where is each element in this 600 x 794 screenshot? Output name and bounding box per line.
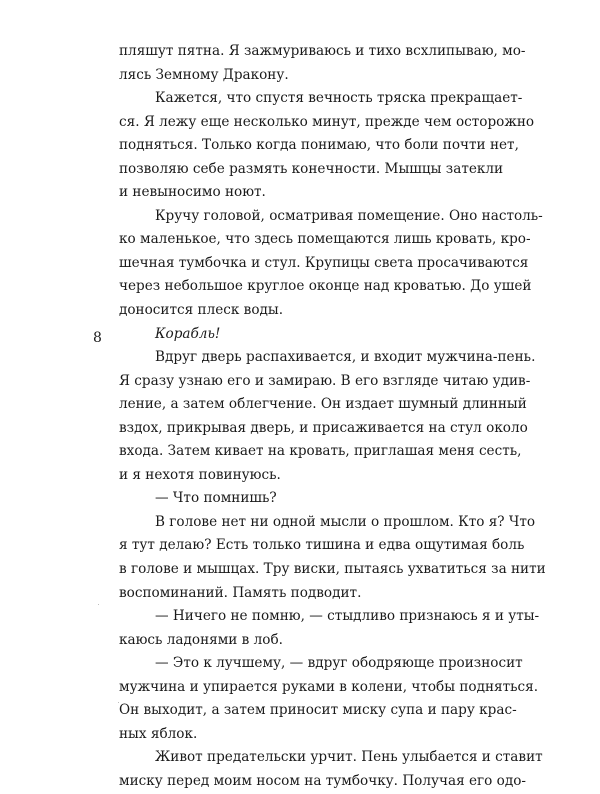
text-line: — Ничего не помню, — стыдливо признаюсь я и уты-: [155, 608, 540, 625]
text-line: Кручу головой, осматривая помещение. Оно настоль-: [155, 207, 543, 224]
text-line: ных яблок.: [119, 725, 198, 742]
text-line: пляшут пятна. Я зажмуриваюсь и тихо всхлипываю, мо-: [119, 43, 526, 59]
text-line: миску перед моим носом на тумбочку. Получая его одо-: [119, 772, 526, 789]
text-line: В голове нет ни одной мысли о прошлом. Кто я? Что: [155, 513, 536, 530]
text-line: — Это к лучшему, — вдруг ободряюще произносит: [155, 655, 523, 672]
text-line: Живот предательски урчит. Пень улыбается и ставит: [155, 749, 543, 766]
text-line: лясь Земному Дракону.: [119, 66, 289, 83]
text-line: Я сразу узнаю его и замираю. В его взгляде читаю удив-: [119, 372, 531, 389]
text-line: ко маленькое, что здесь помещаются лишь кровать, кро-: [119, 231, 531, 248]
text-line: ся. Я лежу еще несколько минут, прежде чем осторожно: [119, 113, 535, 130]
text-line: воспоминаний. Память подводит.: [119, 584, 362, 601]
scan-speck: [118, 702, 119, 703]
scan-speck: [98, 604, 99, 605]
text-line: вздох, прикрывая дверь, и присаживается на стул около: [119, 419, 528, 436]
text-line: — Что помнишь?: [155, 490, 277, 507]
text-line: Вдруг дверь распахивается, и входит мужчина-пень.: [155, 349, 536, 366]
body-text: [119, 40, 546, 794]
text-line: я тут делаю? Есть только тишина и едва ощутимая боль: [119, 537, 525, 554]
text-line: через небольшое круглое оконце над кроватью. До ушей: [119, 278, 532, 295]
text-line: в голове и мышцах. Тру виски, пытаясь ухватиться за нити: [119, 561, 546, 578]
text-line: каюсь ладонями в лоб.: [119, 631, 283, 648]
text-line: Кажется, что спустя вечность тряска прекращает-: [155, 90, 523, 107]
text-line: мужчина и упирается руками в колени, чтобы подняться.: [119, 678, 539, 695]
text-line: подняться. Только когда понимаю, что боли почти нет,: [119, 137, 519, 154]
text-line: доносится плеск воды.: [119, 302, 284, 319]
page-number: 8: [93, 330, 102, 346]
text-line: Корабль!: [155, 325, 221, 342]
text-line: шечная тумбочка и стул. Крупицы света просачиваются: [119, 254, 529, 271]
text-line: входа. Затем кивает на кровать, приглашая меня сесть,: [119, 443, 522, 460]
text-line: позволяю себе размять конечности. Мышцы затекли: [119, 160, 504, 177]
text-line: и я нехотя повинуюсь.: [119, 466, 281, 483]
text-line: Он выходит, а затем приносит миску супа и пару крас-: [119, 702, 517, 719]
text-line: ление, а затем облегчение. Он издает шумный длинный: [119, 396, 527, 413]
text-line: и невыносимо ноют.: [119, 184, 266, 201]
